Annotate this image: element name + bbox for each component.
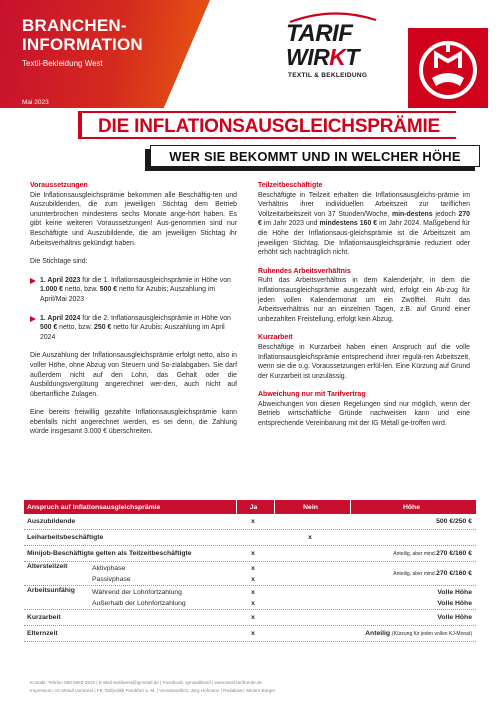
row-ja: x bbox=[251, 630, 255, 637]
row-ja bbox=[236, 586, 270, 609]
row-hoehe bbox=[350, 530, 476, 545]
table-header-cell: Anspruch auf Inflationsausgleichsprämie bbox=[27, 503, 161, 511]
tarif-logo-line2 bbox=[286, 44, 359, 71]
bullet-arrow-icon bbox=[30, 278, 36, 284]
banner-subtitle: Textil-Bekleidung West bbox=[22, 59, 103, 68]
text-span: im Jahr 2023 und bbox=[261, 220, 320, 228]
paragraph-auszahlung: Die Auszahlung der Inflationsausgleichsprämie erfolgt netto, also in voller Höhe, ohne Abzug von Steuern und So-zialabgaben. Sie darf außerdem nicht auf den Lohn, das Gehalt oder die Ausbildungsvergütung angerechnet wer-den, auch nicht auf übertarifliche Zulagen. bbox=[30, 352, 237, 398]
footer-impressum: Impressum: IG Metall Vorstand | FB Tarifpolitik Frankfurt a. M. | Verantwortlich: Jörg Hofmann | Redaktion: Miriam Bürger bbox=[30, 688, 276, 693]
text-span: im Jahr 2024. Maßgebend für die Höhe der Inflationsaus-gleichsprämie ist die Arbeitszeit am jeweiligen Stichtag. Die Inflationsausgleichsprämie reduziert oder erhöht sich nachträglich nicht. bbox=[258, 220, 470, 257]
row-hoehe bbox=[350, 586, 476, 609]
heading-abweichung: Abweichung nur mit Tarifvertrag bbox=[258, 391, 366, 399]
row-nein bbox=[274, 514, 346, 529]
row-sublabel: Außerhalb der Lohnfortzahlung bbox=[92, 599, 186, 607]
heading-kurzarbeit: Kurzarbeit bbox=[258, 334, 293, 342]
banner-title bbox=[22, 16, 143, 54]
bullet-text: netto für Azubis; Auszahlung im April 2024 bbox=[40, 324, 225, 341]
hoehe-prefix: Anteilig, aber mind. bbox=[393, 550, 437, 557]
hoehe-value: 270 €/160 € bbox=[436, 570, 472, 577]
table-row bbox=[24, 626, 476, 642]
row-sublabels bbox=[92, 586, 232, 609]
row-ja: x bbox=[251, 518, 255, 525]
paragraph-anrechnung: Eine bereits freiwillig gezahlte Inflationsausgleichsprämie kann ebenfalls nicht angerechnet werden, es sei denn, die Zahlung würde insgesamt 3.000 € überschreiten. bbox=[30, 409, 237, 436]
bullet-stichtag-2024 bbox=[30, 314, 237, 343]
bullet-amount: 250 € bbox=[94, 324, 112, 332]
banner-date: Mai 2023 bbox=[22, 99, 49, 106]
bullet-text: für die 1. Inflationsausgleichsprämie in Höhe von bbox=[80, 276, 231, 284]
table-row bbox=[24, 530, 476, 546]
row-label: Arbeitsunfähig bbox=[27, 587, 75, 594]
text-span: Beschäftigte in Teilzeit erhalten die Inflationsausgleichs-prämie im Verhältnis ihrer individuellen Arbeitszeit zur tariflichen Vollzeitarbeitszeit von 37 Stunden/Woche, bbox=[258, 191, 470, 218]
tarif-wirkt-logo bbox=[286, 20, 384, 84]
table-row bbox=[24, 562, 476, 586]
row-nein bbox=[274, 610, 346, 625]
bullet-amount: 500 € bbox=[40, 324, 58, 332]
table-header-cell: Höhe bbox=[350, 500, 476, 514]
row-sublabel: Während der Lohnfortzahlung bbox=[92, 588, 182, 596]
tarif-logo-k: K bbox=[329, 44, 346, 70]
footer-contact: Kontakt: Telefon 069 6693-2915 | E-Mail textilwest@igmetall.de | Facebook: igmetalltextil | www.textil-tarifrunde.de bbox=[30, 680, 263, 685]
bullet-amount: 1.000 € bbox=[40, 286, 63, 294]
row-ja-value: x bbox=[251, 588, 255, 596]
title-band bbox=[78, 111, 456, 139]
hoehe-prefix: Anteilig, aber mind. bbox=[393, 570, 437, 577]
heading-ruhend: Ruhendes Arbeitsverhältnis bbox=[258, 267, 351, 275]
page-footer bbox=[30, 679, 470, 695]
bullet-text: netto, bzw. bbox=[63, 286, 100, 294]
heading-voraussetzungen: Voraussetzungen bbox=[30, 182, 88, 189]
paragraph-ruhend: Ruht das Arbeitsverhältnis in dem Kalenderjahr, in dem die Inflationsausgleichsprämie ausgezahlt wird, erfolgt ein Ab-zug für jeden vollen Kalendermonat um ein Zwölftel. Ruht das Arbeitsverhältnis nur an einzelnen Tagen, z.B. auf Grund einer unbezahlten Freistellung, erfolgt kein Abzug. bbox=[258, 277, 470, 323]
table-row bbox=[24, 514, 476, 530]
row-label: Elternzeit bbox=[27, 630, 58, 637]
subtitle-box bbox=[150, 145, 480, 167]
page-header bbox=[0, 0, 500, 108]
anspruch-table bbox=[24, 500, 476, 642]
table-header-cell: Nein bbox=[274, 500, 346, 514]
row-nein bbox=[274, 626, 346, 641]
row-nein: x bbox=[308, 534, 312, 541]
paragraph-abweichung: Abweichungen von diesen Regelungen sind nur möglich, wenn der Betrieb wirtschaftliche Gründe nachweisen kann und eine entsprechende Vereinbarung mit der IG Metall ge-troffen wird. bbox=[258, 400, 470, 428]
table-row bbox=[24, 610, 476, 626]
row-hoehe bbox=[350, 546, 476, 561]
row-ja bbox=[236, 530, 270, 545]
row-ja: x bbox=[251, 550, 255, 557]
table-row bbox=[24, 546, 476, 562]
row-hoehe bbox=[350, 562, 476, 585]
bullet-arrow-icon bbox=[30, 316, 36, 322]
row-ja bbox=[236, 562, 270, 585]
page-subtitle: WER SIE BEKOMMT UND IN WELCHER HÖHE bbox=[169, 149, 461, 164]
row-ja-value: x bbox=[251, 564, 255, 572]
row-hoehe: 500 €/250 € bbox=[436, 518, 472, 525]
row-label: Kurzarbeit bbox=[27, 614, 61, 621]
table-header-cell: Ja bbox=[236, 500, 270, 514]
row-label: Altersteilzeit bbox=[27, 563, 68, 570]
hoehe-value: Volle Höhe bbox=[437, 588, 472, 596]
row-ja: x bbox=[251, 614, 255, 621]
paragraph-voraussetzungen: Die Inflationsausgleichsprämie bekommen alle Beschäftig-ten und Auszubildenden, die zum jeweiligen Stichtag dem Betrieb ununterbrochen mindestens sechs Monate ange-hört haben. Es gibt keine weiteren Voraussetzungen! Aus-genommen sind nur Beschäftigte und Auszubildende, die am jeweiligen Stichtag ihr Arbeitsverhältnis gekündigt haben. bbox=[30, 191, 237, 247]
hoehe-value: 270 €/160 € bbox=[436, 550, 472, 557]
tarif-logo-wir: WIR bbox=[286, 44, 330, 70]
tarif-logo-t: T bbox=[345, 44, 359, 70]
hoehe-value: Anteilig bbox=[365, 630, 391, 637]
bold-span: min-destens bbox=[392, 210, 433, 218]
bullet-date: 1. April 2024 bbox=[40, 314, 81, 322]
left-column bbox=[30, 181, 237, 437]
row-hoehe: Volle Höhe bbox=[437, 614, 472, 621]
ig-metall-logo-icon bbox=[408, 28, 488, 108]
tarif-logo-sub: TEXTIL & BEKLEIDUNG bbox=[288, 72, 368, 79]
row-sublabel: Passivphase bbox=[92, 575, 131, 583]
row-hoehe bbox=[350, 626, 476, 641]
bullet-text: für die 2. Inflationsausgleichsprämie in Höhe von bbox=[80, 314, 231, 322]
bullet-stichtag-2023 bbox=[30, 276, 237, 305]
bullet-date: 1. April 2023 bbox=[40, 276, 81, 284]
bold-span: 270 € bbox=[258, 210, 470, 228]
row-sublabels bbox=[92, 562, 232, 585]
heading-teilzeit: Teilzeitbeschäftigte bbox=[258, 182, 323, 189]
row-ja-value: x bbox=[251, 575, 255, 583]
table-header-row bbox=[24, 500, 476, 514]
paragraph-teilzeit bbox=[258, 191, 470, 258]
paragraph-kurzarbeit: Beschäftige in Kurzarbeit haben einen Anspruch auf die volle Inflationsausgleichsprämie entsprechend ihrer regulä-ren Arbeitszeit, wenn sie die o.g. Voraussetzungen erfül-len. Eine Kürzung auf Grund der Kurzarbeit ist unzulässig. bbox=[258, 343, 470, 380]
bullet-text: netto, bzw. bbox=[57, 324, 95, 332]
banner-title-line1: BRANCHEN- bbox=[22, 16, 127, 35]
page-title: DIE INFLATIONSAUSGLEICHSPRÄMIE bbox=[98, 116, 440, 137]
hoehe-value: Volle Höhe bbox=[437, 599, 472, 607]
bullet-text: netto für Azubis; Auszahlung im April/Mai 2023 bbox=[40, 286, 216, 303]
right-column bbox=[258, 181, 470, 429]
row-label: Minijob-Beschäftigte gelten als Teilzeitbeschäftigte bbox=[27, 550, 192, 557]
row-ja-value: x bbox=[251, 599, 255, 607]
row-nein bbox=[274, 546, 346, 561]
tarif-logo-line1: TARIF bbox=[286, 20, 353, 47]
row-sublabel: Aktivphase bbox=[92, 564, 126, 572]
text-span: jedoch bbox=[432, 210, 459, 218]
bold-span: mindestens 160 € bbox=[319, 220, 378, 228]
row-label: Leiharbeitsbeschäftigte bbox=[27, 534, 104, 541]
table-row bbox=[24, 586, 476, 610]
banner-title-line2: INFORMATION bbox=[22, 35, 143, 54]
hoehe-note: (Kürzung für jeden vollen KJ-Monat) bbox=[391, 630, 472, 637]
paragraph-stichtage: Die Stichtage sind: bbox=[30, 258, 88, 266]
row-label: Auszubildende bbox=[27, 518, 76, 525]
bullet-amount: 500 € bbox=[99, 286, 118, 294]
